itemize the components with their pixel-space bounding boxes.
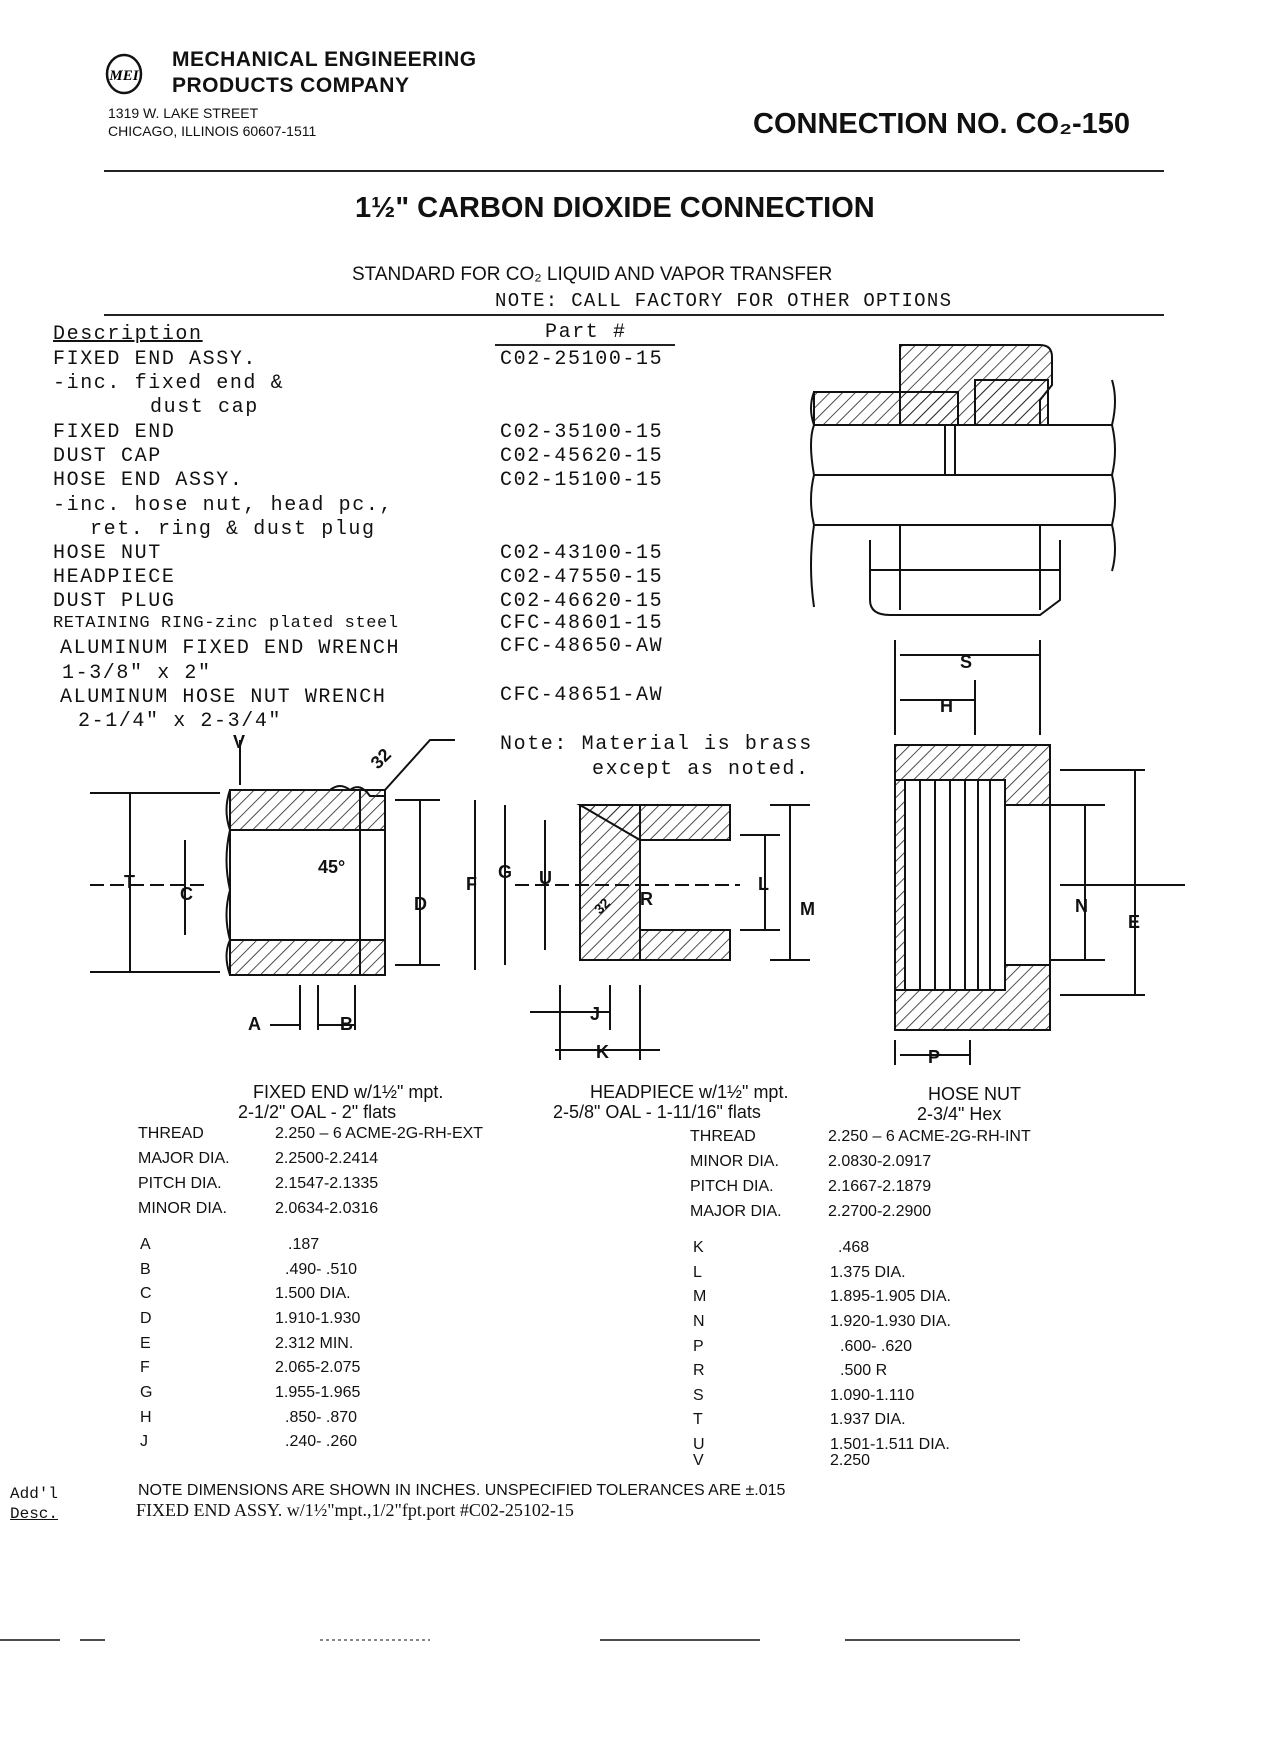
material-note-line1: Note: Material is brass bbox=[500, 733, 813, 756]
dim-label: B bbox=[140, 1261, 151, 1278]
spec-value: 2.1667-2.1879 bbox=[828, 1178, 932, 1195]
part-row-desc: DUST PLUG bbox=[53, 590, 176, 613]
hose-nut-drawing bbox=[895, 640, 1185, 1065]
part-row-desc: 1-3/8" x 2" bbox=[62, 662, 212, 685]
dim-value: 1.920-1.930 DIA. bbox=[830, 1313, 951, 1330]
label-R: R bbox=[640, 889, 653, 909]
label-V: V bbox=[233, 732, 246, 752]
part-row-number: C02-47550-15 bbox=[500, 566, 664, 589]
addl-label-2: Desc. bbox=[10, 1505, 59, 1523]
dim-value: 1.501-1.511 DIA. bbox=[830, 1436, 950, 1453]
dim-value: .187 bbox=[288, 1236, 320, 1253]
part-row-desc: FIXED END bbox=[53, 421, 176, 444]
caption-headpiece-2: 2-5/8" OAL - 1-11/16" flats bbox=[553, 1102, 761, 1122]
dim-value: .490- .510 bbox=[285, 1261, 358, 1278]
part-row-number: C02-35100-15 bbox=[500, 421, 664, 444]
material-note-line2: except as noted. bbox=[592, 758, 810, 781]
dim-label: T bbox=[693, 1411, 703, 1428]
part-row-number: CFC-48651-AW bbox=[500, 684, 664, 707]
label-S: S bbox=[960, 652, 973, 672]
fixed-end-drawing bbox=[90, 740, 455, 1030]
label-J: J bbox=[590, 1004, 601, 1024]
dim-value: 1.090-1.110 bbox=[830, 1387, 915, 1404]
part-row-number: C02-46620-15 bbox=[500, 590, 664, 613]
part-row-desc: HOSE NUT bbox=[53, 542, 162, 565]
dim-value: 1.500 DIA. bbox=[275, 1285, 351, 1302]
dim-label: S bbox=[693, 1387, 704, 1404]
label-D: D bbox=[414, 894, 427, 914]
caption-hose-nut-1: HOSE NUT bbox=[928, 1084, 1022, 1104]
dim-value: 2.250 bbox=[830, 1452, 871, 1469]
part-row-number: C02-15100-15 bbox=[500, 469, 664, 492]
spec-value: 2.2700-2.2900 bbox=[828, 1203, 932, 1220]
spec-value: 2.1547-2.1335 bbox=[275, 1175, 379, 1192]
addl-description: FIXED END ASSY. w/1½"mpt.,1/2"fpt.port #C02-25102-15 bbox=[136, 1500, 574, 1520]
label-angle45: 45° bbox=[318, 857, 346, 877]
label-C: C bbox=[180, 884, 193, 904]
dim-label: P bbox=[693, 1338, 704, 1355]
spec-label: MAJOR DIA. bbox=[138, 1150, 230, 1167]
caption-headpiece-1: HEADPIECE w/1½" mpt. bbox=[590, 1082, 789, 1102]
page-title: 1½" CARBON DIOXIDE CONNECTION bbox=[355, 192, 875, 224]
spec-value: 2.250 – 6 ACME-2G-RH-EXT bbox=[275, 1125, 484, 1142]
assembly-drawing bbox=[811, 345, 1115, 615]
part-row-desc: ALUMINUM FIXED END WRENCH bbox=[60, 637, 401, 660]
spec-label: MINOR DIA. bbox=[690, 1153, 779, 1170]
label-B: B bbox=[340, 1014, 353, 1034]
dimension-note: NOTE DIMENSIONS ARE SHOWN IN INCHES. UNSPECIFIED TOLERANCES ARE ±.015 bbox=[138, 1482, 786, 1499]
spec-value: 2.2500-2.2414 bbox=[275, 1150, 379, 1167]
dim-value: .468 bbox=[838, 1239, 870, 1256]
svg-text:MEI: MEI bbox=[109, 68, 139, 84]
dim-label: L bbox=[693, 1264, 702, 1281]
col-description-header: Description bbox=[53, 323, 203, 346]
company-name-line1: MECHANICAL ENGINEERING bbox=[172, 48, 477, 71]
part-row-desc: -inc. fixed end & bbox=[53, 372, 285, 395]
dim-label: A bbox=[140, 1236, 151, 1253]
dim-label: K bbox=[693, 1239, 704, 1256]
caption-fixed-end-1: FIXED END w/1½" mpt. bbox=[253, 1082, 444, 1102]
addl-label-1: Add'l bbox=[10, 1485, 59, 1503]
dim-value: .600- .620 bbox=[840, 1338, 913, 1355]
dim-label: V bbox=[693, 1452, 704, 1469]
part-row-desc: RETAINING RING-zinc plated steel bbox=[53, 614, 399, 633]
address-line1: 1319 W. LAKE STREET bbox=[108, 105, 259, 121]
part-row-desc: -inc. hose nut, head pc., bbox=[53, 494, 394, 517]
part-row-desc: 2-1/4" x 2-3/4" bbox=[78, 710, 283, 733]
part-row-desc: ret. ring & dust plug bbox=[90, 518, 376, 541]
label-U: U bbox=[539, 868, 552, 888]
dim-label: J bbox=[140, 1433, 148, 1450]
dim-label: H bbox=[140, 1409, 152, 1426]
dim-value: 1.375 DIA. bbox=[830, 1264, 906, 1281]
part-row-number: C02-25100-15 bbox=[500, 348, 664, 371]
part-row-number: C02-45620-15 bbox=[500, 445, 664, 468]
label-K: K bbox=[596, 1042, 609, 1062]
label-H: H bbox=[940, 696, 953, 716]
part-row-desc: dust cap bbox=[150, 396, 259, 419]
standard-subtitle: STANDARD FOR CO₂ LIQUID AND VAPOR TRANSFER bbox=[352, 264, 833, 285]
dim-label: R bbox=[693, 1362, 705, 1379]
label-E: E bbox=[1128, 912, 1141, 932]
spec-label: PITCH DIA. bbox=[138, 1175, 222, 1192]
address-line2: CHICAGO, ILLINOIS 60607-1511 bbox=[108, 123, 317, 139]
dim-value: 1.937 DIA. bbox=[830, 1411, 906, 1428]
factory-note: NOTE: CALL FACTORY FOR OTHER OPTIONS bbox=[495, 290, 953, 312]
part-row-desc: ALUMINUM HOSE NUT WRENCH bbox=[60, 686, 387, 709]
dim-value: .850- .870 bbox=[285, 1409, 358, 1426]
part-row-desc: DUST CAP bbox=[53, 445, 162, 468]
dim-value: 2.312 MIN. bbox=[275, 1335, 354, 1352]
dim-label: C bbox=[140, 1285, 152, 1302]
dim-label: F bbox=[140, 1359, 150, 1376]
label-finish32b: 32 bbox=[590, 894, 614, 918]
headpiece-drawing bbox=[475, 800, 810, 1060]
spec-label: PITCH DIA. bbox=[690, 1178, 774, 1195]
dim-value: 2.065-2.075 bbox=[275, 1359, 361, 1376]
part-row-number: CFC-48650-AW bbox=[500, 635, 664, 658]
label-T: T bbox=[124, 872, 135, 892]
spec-label: THREAD bbox=[690, 1128, 756, 1145]
dim-value: 1.910-1.930 bbox=[275, 1310, 361, 1327]
dim-value: 1.955-1.965 bbox=[275, 1384, 361, 1401]
label-F: F bbox=[466, 874, 477, 894]
label-L: L bbox=[758, 874, 769, 894]
part-row-desc: HOSE END ASSY. bbox=[53, 469, 244, 492]
part-row-desc: HEADPIECE bbox=[53, 566, 176, 589]
dim-label: E bbox=[140, 1335, 151, 1352]
spec-value: 2.0830-2.0917 bbox=[828, 1153, 932, 1170]
label-M: M bbox=[800, 899, 815, 919]
spec-label: MAJOR DIA. bbox=[690, 1203, 782, 1220]
label-finish32: 32 bbox=[366, 744, 395, 773]
dim-label: U bbox=[693, 1436, 705, 1453]
dim-label: N bbox=[693, 1313, 705, 1330]
spec-label: MINOR DIA. bbox=[138, 1200, 227, 1217]
dim-label: M bbox=[693, 1288, 707, 1305]
label-N: N bbox=[1075, 896, 1088, 916]
part-row-number: C02-43100-15 bbox=[500, 542, 664, 565]
dim-label: D bbox=[140, 1310, 152, 1327]
label-P: P bbox=[928, 1047, 941, 1067]
label-G: G bbox=[498, 862, 513, 882]
dim-value: 1.895-1.905 DIA. bbox=[830, 1288, 951, 1305]
dim-value: .240- .260 bbox=[285, 1433, 358, 1450]
label-A: A bbox=[248, 1014, 261, 1034]
col-part-header: Part # bbox=[545, 321, 627, 344]
part-row-number: CFC-48601-15 bbox=[500, 612, 664, 635]
dim-value: .500 R bbox=[840, 1362, 888, 1379]
connection-number: CONNECTION NO. CO₂-150 bbox=[753, 108, 1131, 140]
dim-label: G bbox=[140, 1384, 153, 1401]
part-row-desc: FIXED END ASSY. bbox=[53, 348, 258, 371]
caption-fixed-end-2: 2-1/2" OAL - 2" flats bbox=[238, 1102, 397, 1122]
spec-value: 2.250 – 6 ACME-2G-RH-INT bbox=[828, 1128, 1031, 1145]
caption-hose-nut-2: 2-3/4" Hex bbox=[917, 1104, 1002, 1124]
spec-value: 2.0634-2.0316 bbox=[275, 1200, 379, 1217]
company-name-line2: PRODUCTS COMPANY bbox=[172, 74, 410, 97]
spec-label: THREAD bbox=[138, 1125, 204, 1142]
